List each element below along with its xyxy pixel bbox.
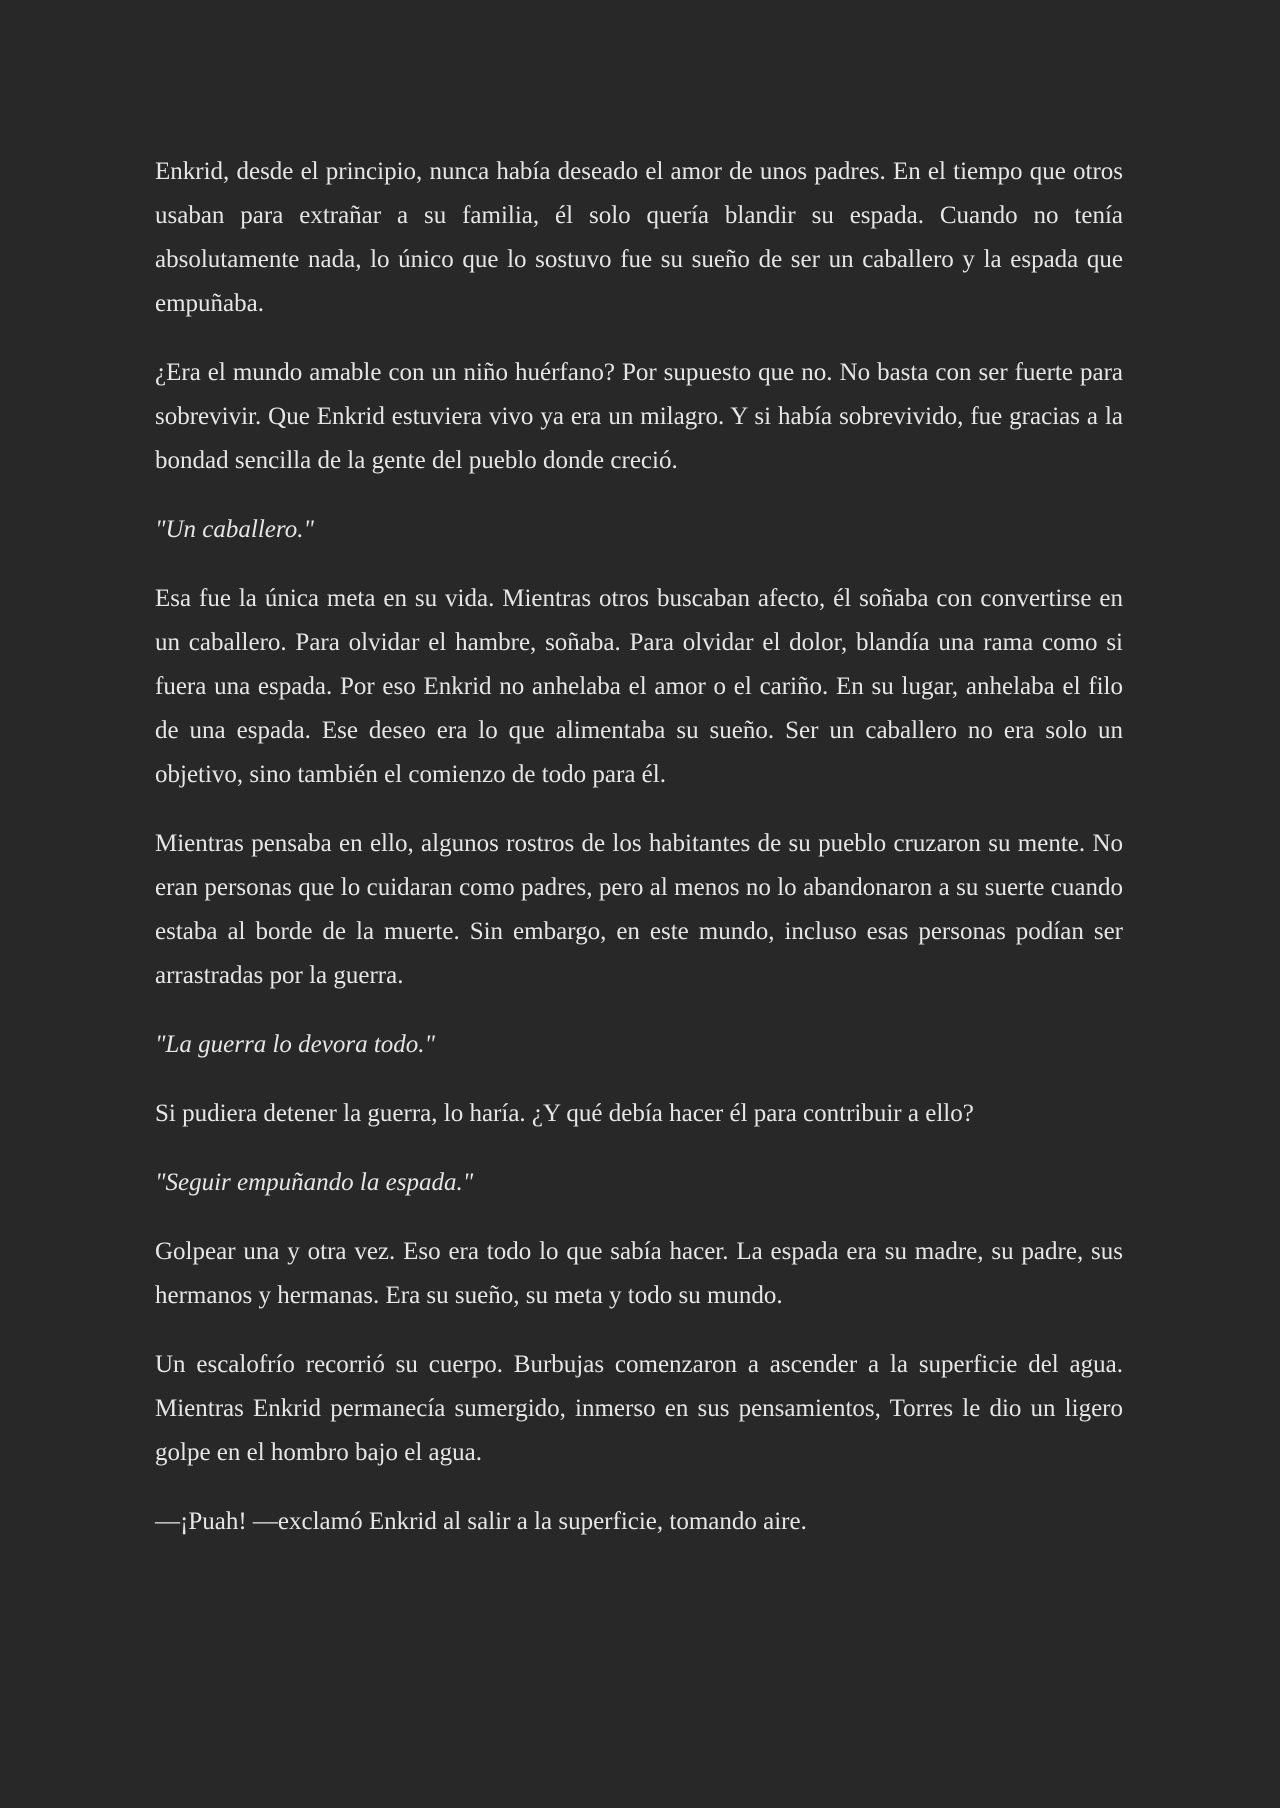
paragraph: Enkrid, desde el principio, nunca había deseado el amor de unos padres. En el tiempo que otros usaban para extrañar a su familia, él solo quería blandir su espada. Cuando no tenía absolutamente nada, lo único que lo sostuvo fue su sueño de ser un caballero y la espada que empuñaba. bbox=[155, 158, 1123, 317]
paragraph: Golpear una y otra vez. Eso era todo lo que sabía hacer. La espada era su madre, su padre, sus hermanos y hermanas. Era su sueño, su meta y todo su mundo. bbox=[155, 1238, 1123, 1309]
paragraph: Mientras pensaba en ello, algunos rostros de los habitantes de su pueblo cruzaron su mente. No eran personas que lo cuidaran como padres, pero al menos no lo abandonaron a su suerte cuando estaba al borde de la muerte. Sin embargo, en este mundo, incluso esas personas podían ser arrastradas por la guerra. bbox=[155, 830, 1123, 989]
thought-quote: "Un caballero." bbox=[155, 516, 314, 543]
thought-quote: "La guerra lo devora todo." bbox=[155, 1031, 436, 1058]
chapter-text bbox=[155, 150, 1123, 1569]
paragraph: ¿Era el mundo amable con un niño huérfano? Por supuesto que no. No basta con ser fuerte para sobrevivir. Que Enkrid estuviera vivo ya era un milagro. Y si había sobrevivido, fue gracias a la bondad sencilla de la gente del pueblo donde creció. bbox=[155, 359, 1123, 474]
paragraph: Si pudiera detener la guerra, lo haría. ¿Y qué debía hacer él para contribuir a ello? bbox=[155, 1100, 974, 1127]
thought-quote: "Seguir empuñando la espada." bbox=[155, 1169, 474, 1196]
paragraph: Esa fue la única meta en su vida. Mientras otros buscaban afecto, él soñaba con convertirse en un caballero. Para olvidar el hambre, soñaba. Para olvidar el dolor, blandía una rama como si fuera una espada. Por eso Enkrid no anhelaba el amor o el cariño. En su lugar, anhelaba el filo de una espada. Ese deseo era lo que alimentaba su sueño. Ser un caballero no era solo un objetivo, sino también el comienzo de todo para él. bbox=[155, 585, 1123, 788]
dialogue-line: —¡Puah! —exclamó Enkrid al salir a la superficie, tomando aire. bbox=[155, 1508, 807, 1535]
paragraph: Un escalofrío recorrió su cuerpo. Burbujas comenzaron a ascender a la superficie del agua. Mientras Enkrid permanecía sumergido, inmerso en sus pensamientos, Torres le dio un ligero golpe en el hombro bajo el agua. bbox=[155, 1351, 1123, 1466]
